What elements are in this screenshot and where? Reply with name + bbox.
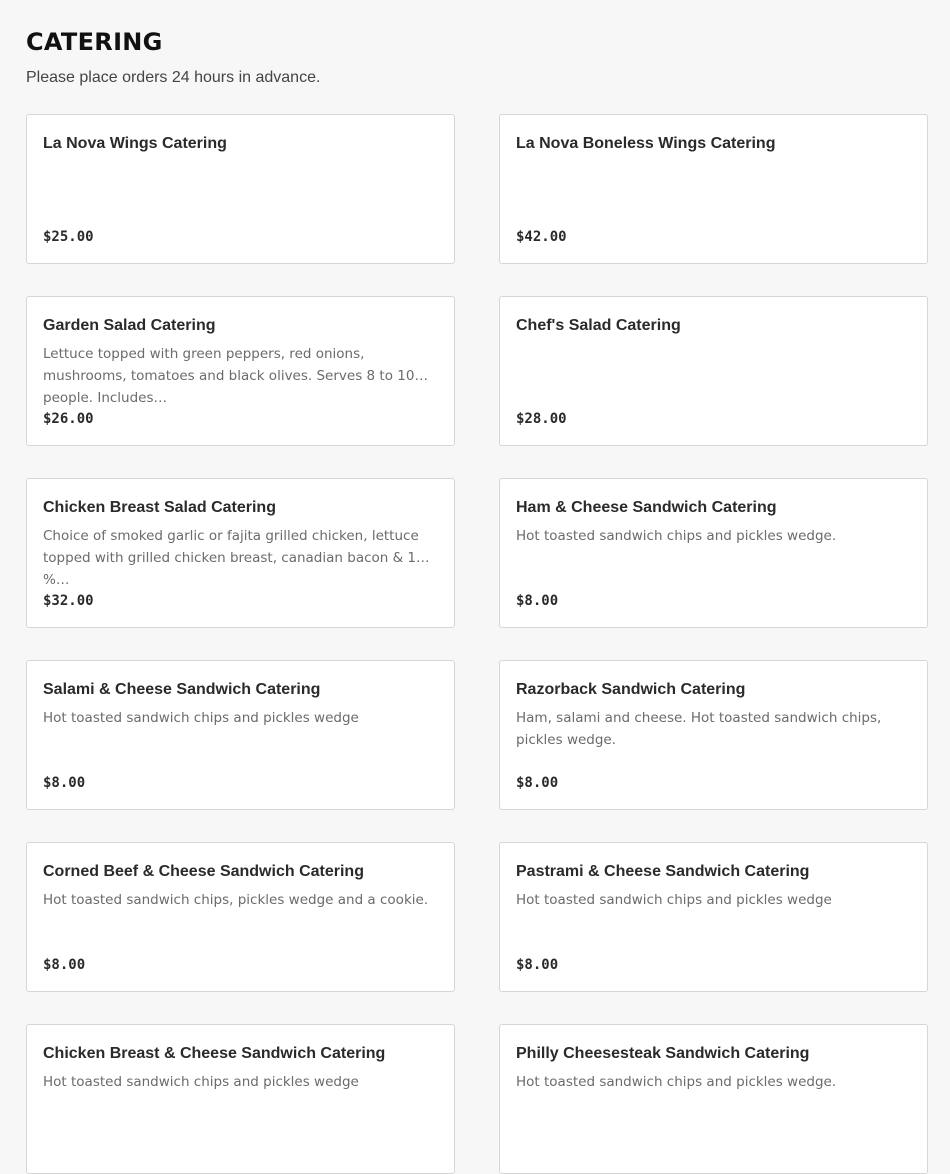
menu-item-name: Razorback Sandwich Catering [516, 681, 746, 698]
menu-item-price: $8.00 [43, 775, 86, 791]
menu-item-price: $8.00 [43, 957, 86, 973]
menu-item-card[interactable] [26, 1024, 455, 1174]
menu-item-name: Garden Salad Catering [43, 317, 216, 334]
menu-item-description: Hot toasted sandwich chips and pickles wedge. [516, 1074, 837, 1090]
menu-item-price: $28.00 [516, 411, 567, 427]
menu-item-description: Ham, salami and cheese. Hot toasted sandwich chips, pickles wedge. [516, 710, 882, 748]
menu-item-card[interactable] [499, 842, 928, 992]
menu-item-description: Hot toasted sandwich chips and pickles wedge [516, 892, 832, 908]
menu-item-card[interactable] [499, 478, 928, 628]
menu-item-name: Pastrami & Cheese Sandwich Catering [516, 863, 810, 880]
menu-item-name: La Nova Boneless Wings Catering [516, 135, 776, 152]
menu-item-card[interactable] [499, 114, 928, 264]
menu-item-price: $8.00 [516, 775, 559, 791]
menu-item-card[interactable] [499, 296, 928, 446]
menu-item-price: $26.00 [43, 411, 94, 427]
menu-item-description: Hot toasted sandwich chips and pickles wedge [43, 1074, 359, 1090]
section-title: CATERING [26, 28, 163, 56]
menu-item-card[interactable] [26, 842, 455, 992]
menu-item-name: Philly Cheesesteak Sandwich Catering [516, 1045, 810, 1062]
menu-item-card[interactable] [26, 114, 455, 264]
menu-item-description: Choice of smoked garlic or fajita grilled chicken, lettuce topped with grilled chicken breast, canadian bacon & 100 %… [43, 528, 434, 588]
menu-item-name: La Nova Wings Catering [43, 135, 227, 152]
menu-item-price: $42.00 [516, 229, 567, 245]
menu-item-card[interactable] [26, 660, 455, 810]
menu-item-price: $32.00 [43, 593, 94, 609]
menu-item-name: Salami & Cheese Sandwich Catering [43, 681, 321, 698]
menu-item-price: $8.00 [516, 593, 559, 609]
menu-item-card[interactable] [26, 296, 455, 446]
menu-item-name: Corned Beef & Cheese Sandwich Catering [43, 863, 364, 880]
section-subtitle: Please place orders 24 hours in advance. [26, 69, 321, 86]
menu-item-name: Ham & Cheese Sandwich Catering [516, 499, 777, 516]
menu-item-price: $25.00 [43, 229, 94, 245]
menu-item-description: Hot toasted sandwich chips and pickles wedge [43, 710, 359, 726]
menu-items-grid [26, 114, 928, 1174]
menu-item-card[interactable] [499, 660, 928, 810]
menu-item-description: Hot toasted sandwich chips and pickles wedge. [516, 528, 837, 544]
menu-item-card[interactable] [26, 478, 455, 628]
menu-item-card[interactable] [499, 1024, 928, 1174]
menu-item-description: Hot toasted sandwich chips, pickles wedge and a cookie. [43, 892, 429, 908]
menu-item-name: Chicken Breast & Cheese Sandwich Catering [43, 1045, 386, 1062]
menu-item-price: $8.00 [516, 957, 559, 973]
menu-item-name: Chicken Breast Salad Catering [43, 499, 276, 516]
menu-item-description: Lettuce topped with green peppers, red onions, mushrooms, tomatoes and black olives. Serves 8 to 10 people. Includes… [43, 346, 415, 406]
menu-item-name: Chef's Salad Catering [516, 317, 681, 334]
